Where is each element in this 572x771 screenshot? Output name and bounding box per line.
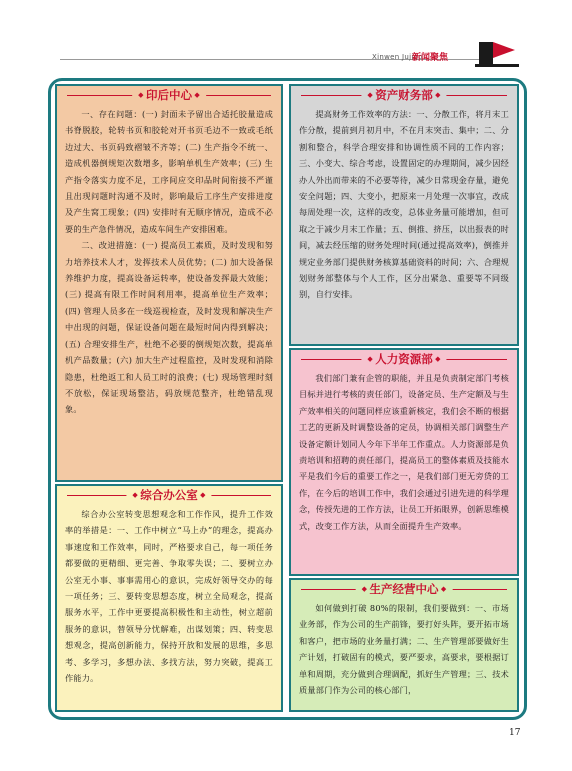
section-production (289, 578, 519, 712)
paragraph: 综合办公室转变思想观念和工作作风，提升工作效率的举措是：一、工作中树立“马上办”的理念，提高办事速度和工作效率，同时，严格要求自己，每一项任务都要做的更精细、更完善、争取零失误；二、要树立办公室无小事、事事需用心的意识，完成好领导交办的每一项任务；三、要转变思想态度，树立全局观念，提高服务水平，工作中更要提高积极性和主动性，树立超前服务的意识，替领导分忧解难，出谋划策；四、转变思想观念，提高创新能力，保持开放和发展的思维，多思考、多学习，多想办法、多找方法，努力突破，提高工作能力。 (65, 509, 273, 684)
section-title: ◆ 印后中心 ◆ (132, 87, 206, 103)
section-header (291, 580, 517, 598)
section-finance (289, 84, 519, 346)
header-english-title: Xinwen Jujiao (372, 53, 423, 61)
section-body (291, 104, 517, 303)
section-body (291, 598, 517, 698)
section-body (291, 368, 517, 534)
page-header (0, 0, 572, 75)
paragraph: 一、存在问题：(一) 封面未予留出合适托胶量造成书脊脱胶，轮转书页和胶轮对开书页毛边不一致或毛纸边过大、书页码致褶皱不齐等；(二) 生产指令不统一、造成机器倒规矩次数增多，影响单机生产效率；(三) 生产指令落实力度不足，工序间应交印品时间衔接不严谨且出现问题时沟通不及时，影响最后工序生产安排进度及产生窝工现象；(四) 安排时有无顺序情况，造成不必要的生产急件情况，造成车间生产安排困难。 (65, 109, 273, 234)
paragraph: 如何做到打破 80%的限制，我们要做到：一、市场业务部，作为公司的生产前锋，要打好头阵，要开拓市场和客户，把市场的业务量打满；二、生产管理部要做好生产计划，打破固有的模式，要严要求，高要求，要根据订单和周期，充分做到合理调配，抓好生产管理；三、技术质量部门作为公司的核心部门， (299, 603, 509, 696)
paragraph: 二、改进措施：(一) 提高员工素质，及时发现和努力培养技术人才，发挥技术人员优势；(二) 加大设备保养维护力度，提高设备运转率，使设备发挥最大效能；(三) 提高有限工作时间利用率，提高单位生产效率；(四) 管理人员多在一线巡视检查，及时发现和解决生产中出现的问题，保证设备问题在最短时间内得到解决；(五) 合理安排生产，杜绝不必要的倒规矩次数，提高单机产品数量；(六) 加大生产过程监控，及时发现和消除隐患，杜绝返工和人员工时的浪费；(七) 现场管理时刻不放松，保证现场整洁，码放规范整齐，杜绝错乱现象。 (65, 240, 273, 415)
page-number: 17 (509, 728, 521, 738)
section-human-resources (289, 348, 519, 576)
header-chinese-title: 新闻聚焦 (412, 53, 449, 63)
magazine-logo (475, 38, 519, 68)
section-title: ◆ 人力资源部 ◆ (361, 351, 446, 367)
section-header (291, 350, 517, 368)
section-header (57, 86, 281, 104)
section-title: ◆ 生产经营中心 ◆ (356, 581, 453, 597)
section-body (57, 504, 281, 686)
section-header (57, 486, 281, 504)
section-header (291, 86, 517, 104)
section-title: ◆ 综合办公室 ◆ (126, 487, 211, 503)
paragraph: 我们部门兼有企管的职能，并且是负责制定部门考核目标并进行考核的责任部门，设备定员、生产定额及与生产效率相关的问题同样应该重新核定，我们会不断的根据工艺的更新及时调整设备的定员，协调相关部门调整生产设备定额计划同人今年下半年工作重点。人力资源部是负责培训和招聘的责任部门，提高员工的整体素质及技能水平是我们今后的重要工作之一，是我们部门更无旁贷的工作，在今后的培训工作中，我们会通过引进先进的科学理念，传授先进的工作方法，让员工开拓眼界，创新思维模式，改变工作方法，从而全面提升生产效率。 (299, 373, 509, 531)
section-print-center (55, 84, 283, 482)
section-body (57, 104, 281, 418)
section-title: ◆ 资产财务部 ◆ (361, 87, 446, 103)
section-general-office (55, 484, 283, 712)
paragraph: 提高财务工作效率的方法：一、分散工作，将月末工作分散，提前到月初月中，不在月末突击、集中；二、分割和整合，科学合理安排和协调性质不同的工作内容；三、小变大、综合考虑，设置固定的办理期间，减少因经办人外出而带来的不必要等待，减少日常现金存量，避免安全问题；四、大变小，把原来一月处理一次事宜，改成每周处理一次，这样的改变，总体业务量可能增加，但可取之于减少月末工作量；五、倒推、挤压，以出报表的时间，减去经压缩的财务处理时间(通过提高效率)，倒推并规定业务部门提供财务核算基础资料的时间；六、合理规划财务部整体与个人工作，区分出紧急、重要等不同级别，自行安排。 (299, 109, 509, 300)
